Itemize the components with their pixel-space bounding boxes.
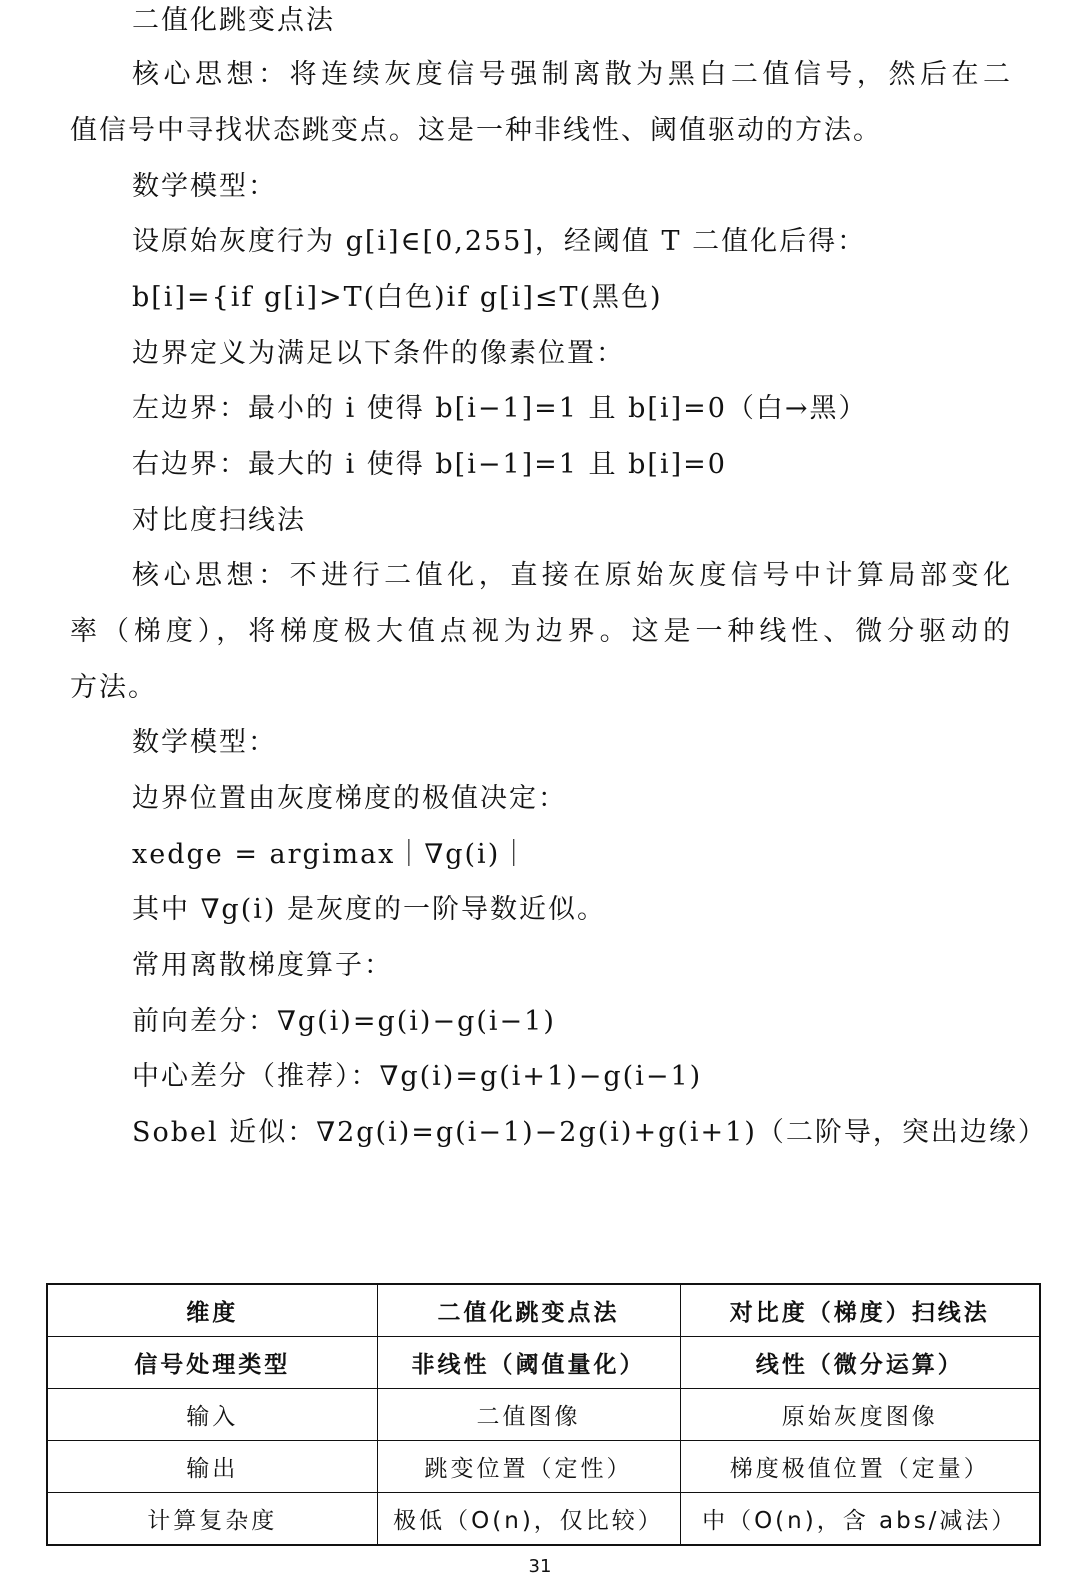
- operator-forward-difference: 前向差分：∇g(i)=g(i)−g(i−1): [132, 1006, 556, 1037]
- table-cell: 中（O(n)，含 abs/减法）: [680, 1493, 1040, 1546]
- operator-sobel-approximation: Sobel 近似：∇2g(i)=g(i−1)−2g(i)+g(i+1)（二阶导，突出边缘）: [132, 1117, 1047, 1148]
- table-cell: 输出: [47, 1441, 377, 1493]
- binary-left-boundary: 左边界：最小的 i 使得 b[i−1]=1 且 b[i]=0（白→黑）: [132, 393, 868, 424]
- table-cell: 非线性（阈值量化）: [377, 1337, 680, 1389]
- table-cell: 原始灰度图像: [680, 1389, 1040, 1441]
- contrast-core-idea-line1: 核心思想：不进行二值化，直接在原始灰度信号中计算局部变化: [132, 560, 1010, 591]
- binary-right-boundary: 右边界：最大的 i 使得 b[i−1]=1 且 b[i]=0: [132, 449, 727, 480]
- table-cell: 跳变位置（定性）: [377, 1441, 680, 1493]
- table-cell: 二值图像: [377, 1389, 680, 1441]
- table-header-cell: 对比度（梯度）扫线法: [680, 1284, 1040, 1337]
- table-header-row: [47, 1284, 1040, 1337]
- contrast-core-idea-line3: 方法。: [70, 672, 157, 703]
- comparison-table: [46, 1283, 1041, 1546]
- binary-core-idea-line1: 核心思想：将连续灰度信号强制离散为黑白二值信号，然后在二: [132, 59, 1010, 90]
- heading-contrast-method: 对比度扫线法: [132, 505, 306, 536]
- table-cell: 信号处理类型: [47, 1337, 377, 1389]
- binary-boundary-definition: 边界定义为满足以下条件的像素位置：: [132, 338, 625, 369]
- contrast-model-label: 数学模型：: [132, 727, 277, 758]
- binary-formula: b[i]={if g[i]>T(白色)if g[i]≤T(黑色): [132, 282, 663, 313]
- gradient-operators-label: 常用离散梯度算子：: [132, 950, 393, 981]
- contrast-core-idea-line2: 率（梯度），将梯度极大值点视为边界。这是一种线性、微分驱动的: [70, 616, 1010, 647]
- contrast-where-note: 其中 ∇g(i) 是灰度的一阶导数近似。: [132, 894, 607, 925]
- table-header-cell: 二值化跳变点法: [377, 1284, 680, 1337]
- contrast-formula: xedge = argimax｜∇g(i)｜: [132, 839, 530, 870]
- table-header-cell: 维度: [47, 1284, 377, 1337]
- table-row: [47, 1337, 1040, 1389]
- heading-binary-method: 二值化跳变点法: [132, 5, 335, 36]
- binary-core-idea-line2: 值信号中寻找状态跳变点。这是一种非线性、阈值驱动的方法。: [70, 115, 882, 146]
- table-cell: 输入: [47, 1389, 377, 1441]
- table-cell: 计算复杂度: [47, 1493, 377, 1546]
- table-cell: 线性（微分运算）: [680, 1337, 1040, 1389]
- page-number: 31: [528, 1556, 552, 1577]
- contrast-boundary-definition: 边界位置由灰度梯度的极值决定：: [132, 783, 567, 814]
- table-row: [47, 1493, 1040, 1546]
- table-row: [47, 1441, 1040, 1493]
- table-cell: 梯度极值位置（定量）: [680, 1441, 1040, 1493]
- table-cell: 极低（O(n)，仅比较）: [377, 1493, 680, 1546]
- table-row: [47, 1389, 1040, 1441]
- binary-model-label: 数学模型：: [132, 171, 277, 202]
- operator-central-difference: 中心差分（推荐）：∇g(i)=g(i+1)−g(i−1): [132, 1061, 703, 1092]
- binary-model-definition: 设原始灰度行为 g[i]∈[0,255]，经阈值 T 二值化后得：: [132, 226, 867, 257]
